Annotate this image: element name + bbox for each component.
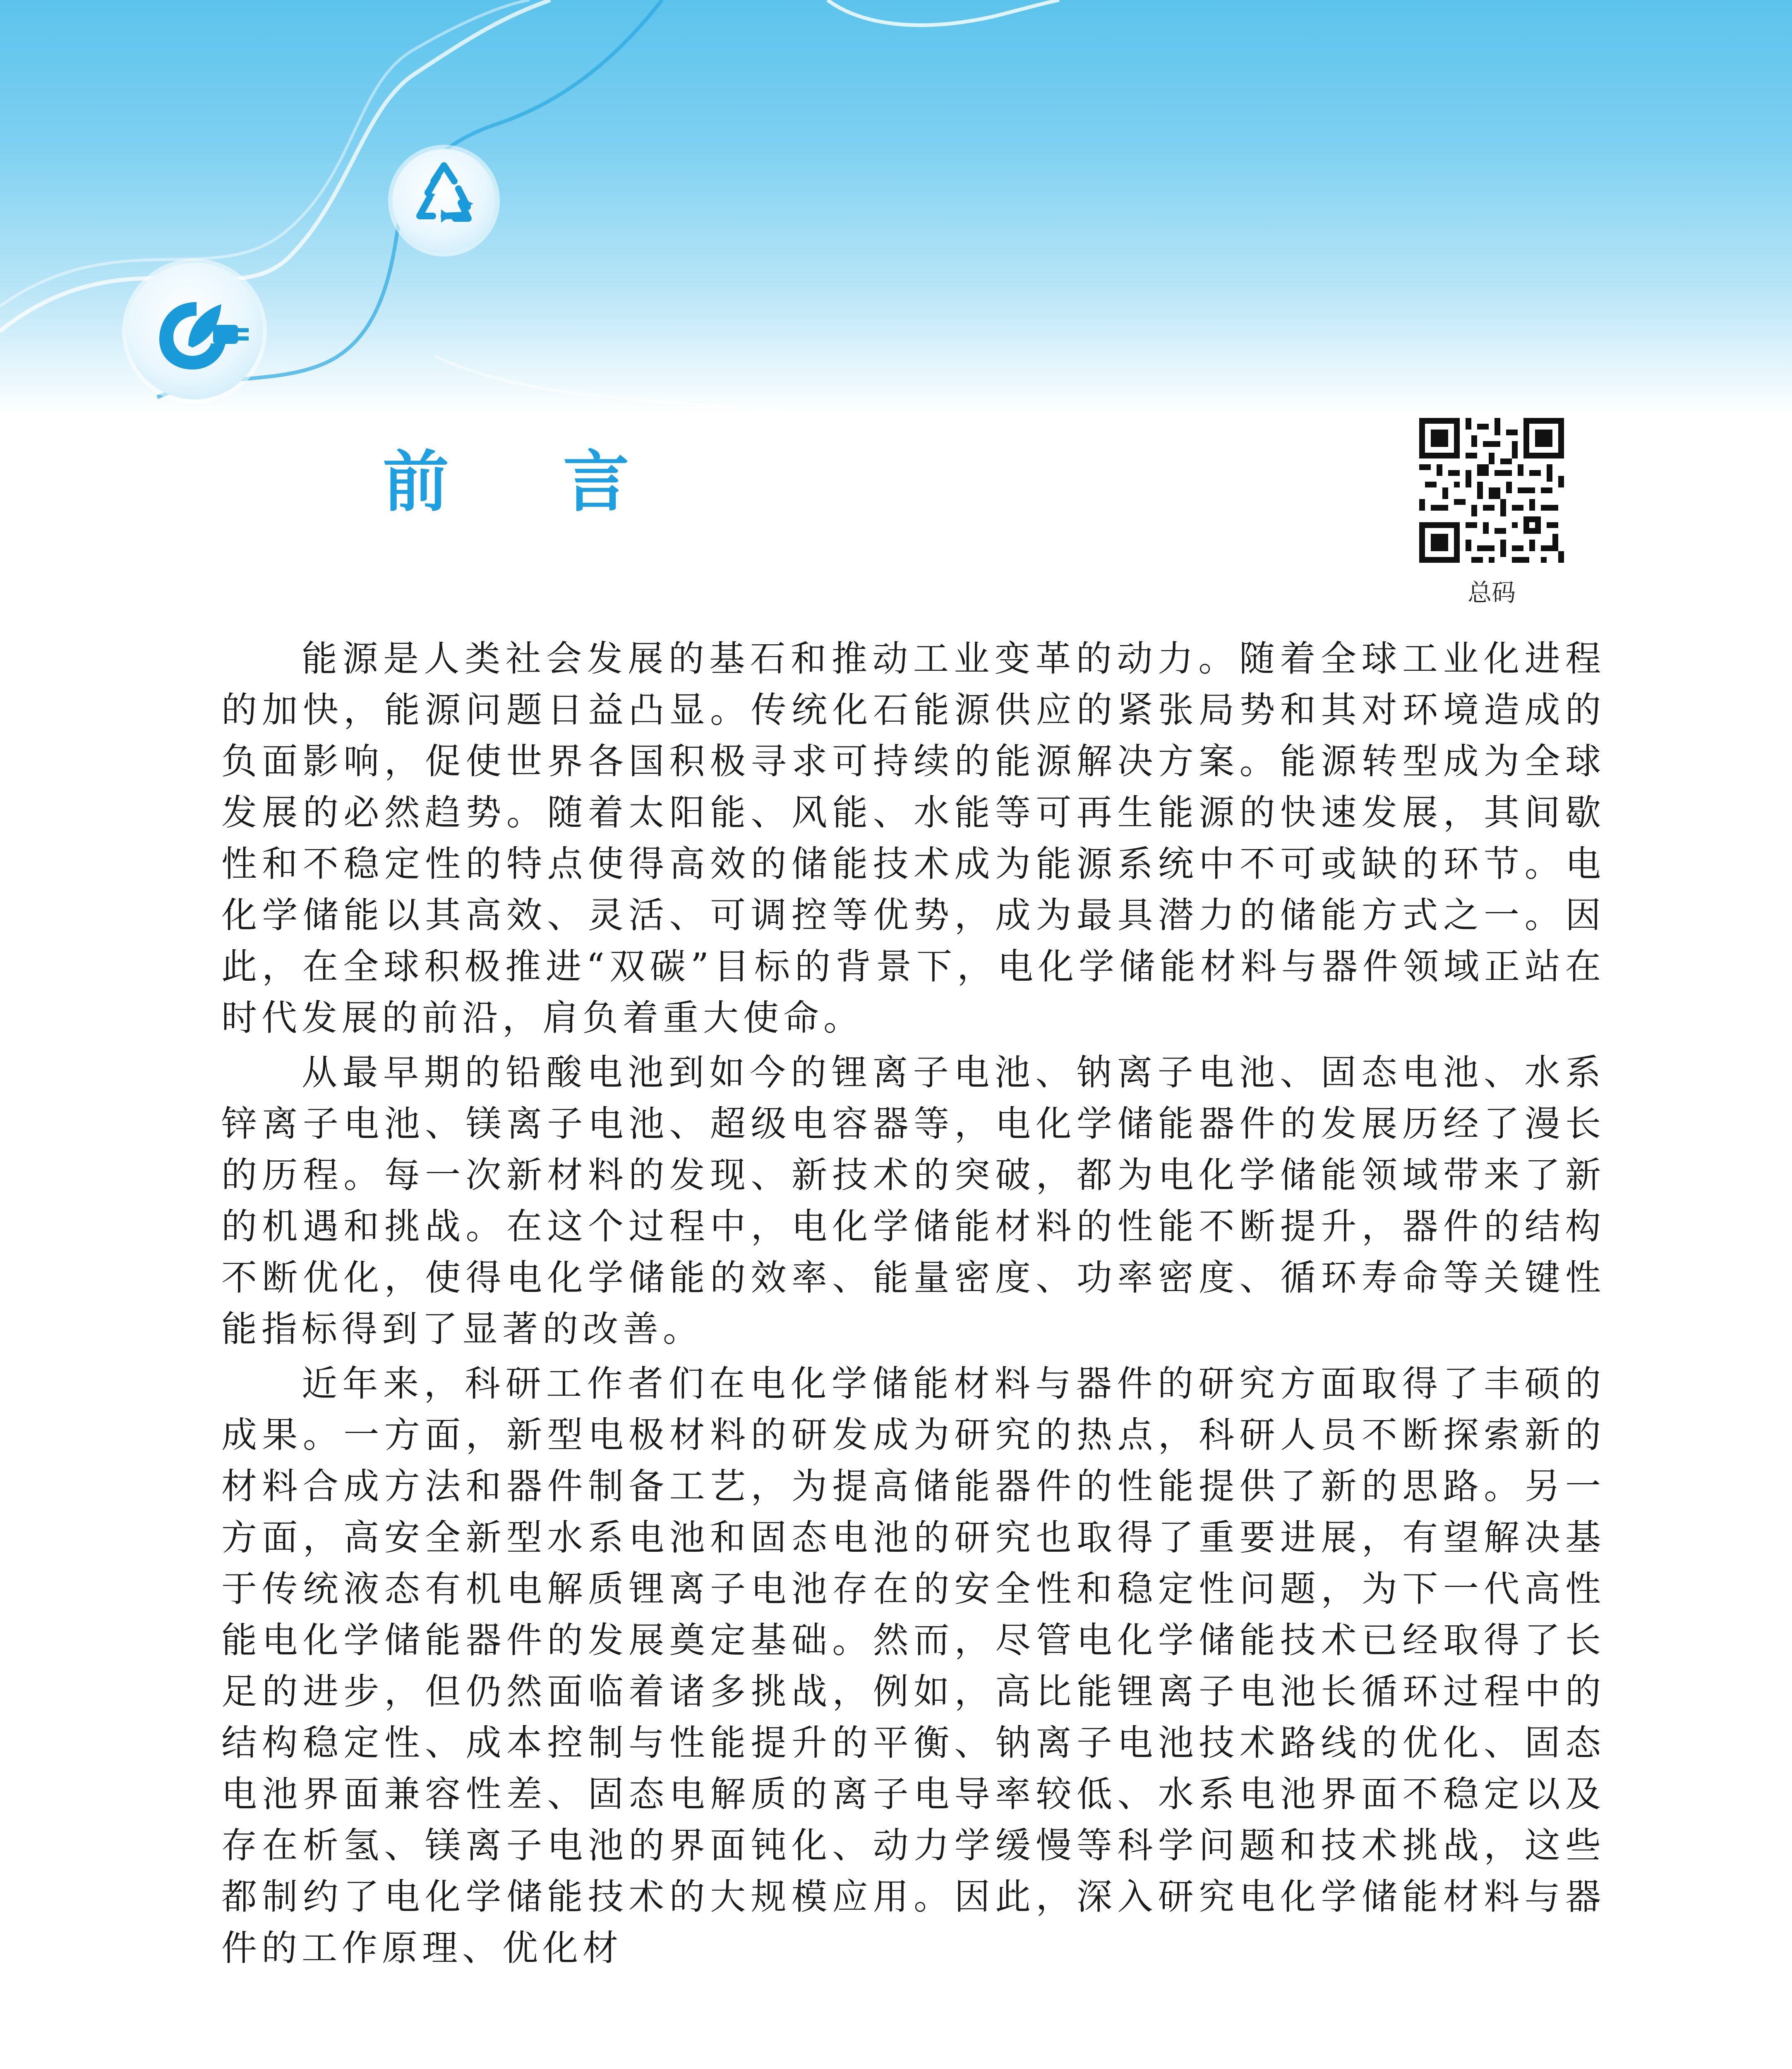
header-banner [0, 0, 1792, 414]
leaf-plug-icon [126, 263, 263, 399]
paragraph: 近年来，科研工作者们在电化学储能材料与器件的研究方面取得了丰硕的成果。一方面，新型电极材料的研发成为研究的热点，科研人员不断探索新的材料合成方法和器件制备工艺，为提高储能器件的性能提供了新的思路。另一方面，高安全新型水系电池和固态电池的研究也取得了重要进展，有望解决基于传统液态有机电解质锂离子电池存在的安全性和稳定性问题，为下一代高性能电化学储能器件的发展奠定基础。然而，尽管电化学储能技术已经取得了长足的进步，但仍然面临着诸多挑战，例如，高比能锂离子电池长循环过程中的结构稳定性、成本控制与性能提升的平衡、钠离子电池技术路线的优化、固态电池界面兼容性差、固态电解质的离子电导率较低、水系电池界面不稳定以及存在析氢、镁离子电池的界面钝化、动力学缓慢等科学问题和技术挑战，这些都制约了电化学储能技术的大规模应用。因此，深入研究电化学储能材料与器件的工作原理、优化材 [221, 1363, 1605, 1969]
recycle-icon [392, 149, 496, 252]
qr-code[interactable] [1419, 418, 1564, 563]
page-title: 前 言 [383, 443, 675, 521]
preface-body [221, 633, 1605, 1977]
qr-label: 总码 [1467, 578, 1516, 607]
paragraph: 从最早期的铅酸电池到如今的锂离子电池、钠离子电池、固态电池、水系锌离子电池、镁离子电池、超级电容器等，电化学储能器件的发展历经了漫长的历程。每一次新材料的发现、新技术的突破，都为电化学储能领域带来了新的机遇和挑战。在这个过程中，电化学储能材料的性能不断提升，器件的结构不断优化，使得电化学储能的效率、能量密度、功率密度、循环寿命等关键性能指标得到了显著的改善。 [221, 1052, 1605, 1350]
decorative-waves [0, 0, 1792, 414]
paragraph: 能源是人类社会发展的基石和推动工业变革的动力。随着全球工业化进程的加快，能源问题日益凸显。传统化石能源供应的紧张局势和其对环境造成的负面影响，促使世界各国积极寻求可持续的能源解决方案。能源转型成为全球发展的必然趋势。随着太阳能、风能、水能等可再生能源的快速发展，其间歇性和不稳定性的特点使得高效的储能技术成为能源系统中不可或缺的环节。电化学储能以其高效、灵活、可调控等优势，成为最具潜力的储能方式之一。因此，在全球积极推进“双碳”目标的背景下，电化学储能材料与器件领域正站在时代发展的前沿，肩负着重大使命。 [221, 638, 1605, 1039]
